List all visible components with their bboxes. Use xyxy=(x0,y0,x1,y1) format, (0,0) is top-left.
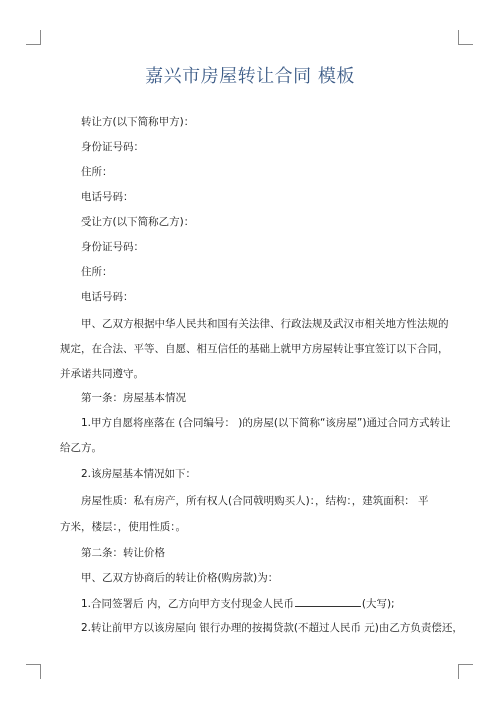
transferee-phone-line: 电话号码： xyxy=(81,291,134,303)
transferor-address-line: 住所： xyxy=(81,166,113,178)
transferee-line: 受让方(以下简称乙方)： xyxy=(81,216,195,228)
paragraph-line: 房屋性质：私有房产，所有权人(合同戟明购买人)：，结构：，建筑面积： 平 xyxy=(81,495,429,507)
payment-line xyxy=(81,596,445,611)
transferor-phone-line: 电话号码： xyxy=(81,191,134,203)
paragraph-line: 甲、乙双方协商后的转让价格(购房款)为： xyxy=(81,572,279,584)
transferee-address-line: 住所： xyxy=(81,266,113,278)
paragraph-line: 2.转让前甲方以该房屋向 银行办理的按揭贷款(不超过人民币 元)由乙方负责偿还， xyxy=(81,622,463,634)
paragraph-line: 甲、乙双方根据中华人民共和国有关法律、行政法规及武汉市相关地方性法规的 xyxy=(81,318,449,330)
paragraph-line: 规定，在合法、平等、自愿、相互信任的基础上就甲方房屋转让事宜签订以下合同， xyxy=(60,343,449,355)
transferor-id-line: 身份证号码： xyxy=(81,141,144,153)
crop-mark-top-right xyxy=(458,30,473,45)
paragraph-line: 2.该房屋基本情况如下： xyxy=(81,468,197,480)
amount-blank xyxy=(295,596,361,607)
payment-text: 1.合同签署后 内，乙方向甲方支付现金人民币 xyxy=(81,598,294,610)
transferee-id-line: 身份证号码： xyxy=(81,241,144,253)
paragraph-line: 方米，楼层：，使用性质：。 xyxy=(60,521,186,533)
transferor-line: 转让方(以下简称甲方)： xyxy=(81,116,195,128)
payment-uppercase-text: (大写); xyxy=(361,598,395,610)
paragraph-line: 给乙方。 xyxy=(60,442,102,454)
crop-mark-bottom-right xyxy=(458,664,473,679)
paragraph-line: 并承诺共同遵守。 xyxy=(60,368,144,380)
crop-mark-bottom-left xyxy=(26,664,41,679)
article-heading: 第二条：转让价格 xyxy=(81,547,165,559)
crop-mark-top-left xyxy=(26,30,41,45)
paragraph-line: 1.甲方自愿将座落在 (合同编号： )的房屋(以下简称“该房屋”)通过合同方式转让 xyxy=(81,417,451,429)
document-title: 嘉兴市房屋转让合同 模板 xyxy=(145,66,355,87)
article-heading: 第一条：房屋基本情况 xyxy=(81,392,186,404)
